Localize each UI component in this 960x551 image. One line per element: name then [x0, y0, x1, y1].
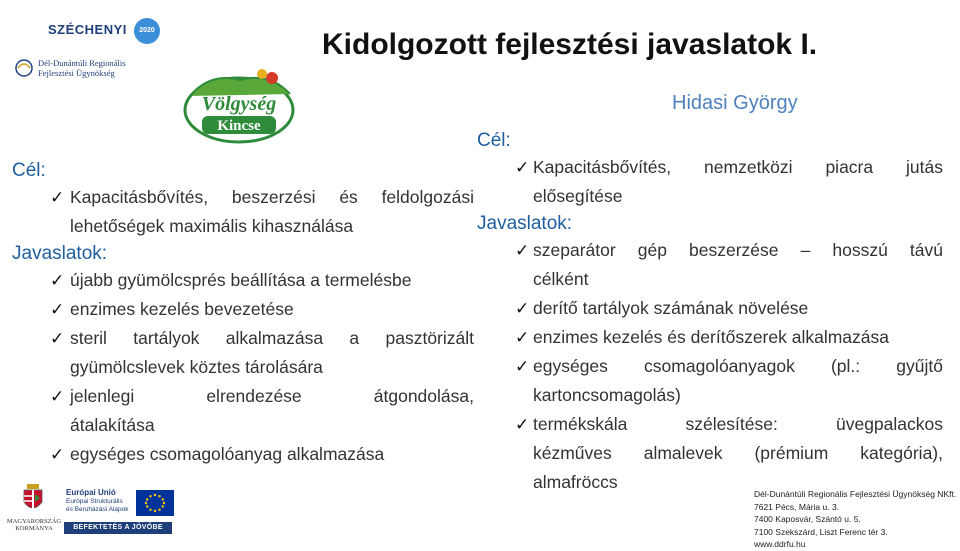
eu-line-1: Európai Strukturális — [66, 498, 123, 505]
right-javaslatok-item — [477, 294, 943, 323]
checkmark-icon: ✓ — [50, 329, 65, 348]
eu-flag-icon — [136, 490, 174, 516]
left-cel-item — [12, 183, 474, 241]
left-javaslatok-item — [12, 324, 474, 382]
left-javaslatok-item — [12, 266, 474, 295]
checkmark-icon: ✓ — [50, 188, 65, 207]
left-javaslatok-item-text: egységes csomagolóanyag alkalmazása — [70, 444, 385, 464]
left-javaslatok-item-text: gyümölcslevek köztes tárolására — [70, 357, 323, 377]
checkmark-icon: ✓ — [50, 387, 65, 406]
volgyseg-kincse-logo — [180, 66, 298, 146]
left-cel-item-text: lehetőségek maximális kihasználása — [70, 216, 354, 236]
right-cel-heading: Cél: — [477, 130, 511, 151]
right-cel-item-text: Kapacitásbővítés, nemzetközi piacra jutás — [533, 157, 943, 177]
left-javaslatok-list — [12, 266, 474, 469]
left-javaslatok-item — [12, 295, 474, 324]
left-javaslatok-item — [12, 382, 474, 440]
checkmark-icon: ✓ — [515, 299, 530, 318]
hungary-crest-icon — [22, 484, 44, 514]
right-javaslatok-item-text: kartoncsomagolás) — [533, 385, 681, 405]
contact-line-1: Dél-Dunántúli Regionális Fejlesztési Ügynökség NKft. — [754, 489, 957, 499]
right-javaslatok-item-text: enzimes kezelés és derítőszerek alkalmazása — [533, 327, 889, 347]
checkmark-icon: ✓ — [50, 300, 65, 319]
left-javaslatok-heading: Javaslatok: — [12, 243, 108, 264]
right-cel-list — [477, 153, 943, 211]
contact-line-3: 7400 Kaposvár, Szántó u. 5. — [754, 514, 861, 524]
right-javaslatok-item — [477, 236, 943, 294]
right-cel-item — [477, 153, 943, 211]
checkmark-icon: ✓ — [515, 357, 530, 376]
agency-line-2: Fejlesztési Ügynökség — [38, 68, 115, 78]
left-column — [12, 158, 474, 469]
author-name: Hidasi György — [672, 92, 798, 114]
right-javaslatok-item-text: szeparátor gép beszerzése – hosszú távú — [533, 240, 943, 260]
eu-title: Európai Unió — [66, 488, 116, 497]
volgyseg-bottom-text: Kincse — [217, 118, 261, 134]
right-javaslatok-list — [477, 236, 943, 497]
agency-emblem-icon — [12, 58, 36, 88]
right-javaslatok-item-text: derítő tartályok számának növelése — [533, 298, 809, 318]
left-javaslatok-item-text: átalakítása — [70, 415, 155, 435]
checkmark-icon: ✓ — [515, 328, 530, 347]
contact-website[interactable]: www.ddrfu.hu — [754, 539, 806, 549]
right-javaslatok-heading: Javaslatok: — [477, 213, 573, 234]
volgyseg-top-text: Völgység — [201, 93, 277, 115]
agency-logo — [12, 52, 142, 96]
checkmark-icon: ✓ — [515, 415, 530, 434]
left-cel-item-text: Kapacitásbővítés, beszerzési és feldolgozási — [70, 187, 474, 207]
left-javaslatok-item-text: enzimes kezelés bevezetése — [70, 299, 294, 319]
left-javaslatok-item — [12, 440, 474, 469]
checkmark-icon: ✓ — [515, 158, 530, 177]
szechenyi-logo — [48, 14, 155, 44]
left-javaslatok-item-text: steril tartályok alkalmazása a pasztörizált — [70, 328, 474, 348]
invest-banner: BEFEKTETÉS A JÖVŐBE — [64, 522, 172, 534]
right-javaslatok-item-text: termékskála szélesítése: üvegpalackos — [533, 414, 943, 434]
right-javaslatok-item-text: kézműves almalevek (prémium kategória), — [533, 443, 943, 463]
left-cel-list — [12, 183, 474, 241]
contact-line-4: 7100 Szekszárd, Liszt Ferenc tér 3. — [754, 526, 888, 537]
hu-line-2: KORMÁNYA — [15, 525, 53, 532]
right-javaslatok-item-text: célként — [533, 269, 589, 289]
checkmark-icon: ✓ — [515, 241, 530, 260]
left-javaslatok-item-text: jelenlegi elrendezése átgondolása, — [70, 386, 474, 406]
eu-line-2: és Beruházási Alapok — [66, 506, 129, 513]
checkmark-icon: ✓ — [50, 445, 65, 464]
right-javaslatok-item-text: egységes csomagolóanyagok (pl.: gyűjtő — [533, 356, 943, 376]
contact-line-2: 7621 Pécs, Mária u. 3. — [754, 501, 840, 512]
checkmark-icon: ✓ — [50, 271, 65, 290]
page-title: Kidolgozott fejlesztési javaslatok I. — [322, 28, 818, 61]
szechenyi-badge: 2020 — [134, 18, 160, 44]
hungary-government-logo — [6, 484, 60, 536]
agency-line-1: Dél-Dunántúli Regionális — [38, 58, 126, 68]
right-cel-item-text: elősegítése — [533, 186, 623, 206]
right-javaslatok-item — [477, 410, 943, 497]
contact-info — [754, 488, 956, 551]
szechenyi-logo-text: SZÉCHENYI — [48, 22, 127, 37]
right-column — [477, 128, 943, 497]
left-cel-heading: Cél: — [12, 160, 46, 181]
hu-line-1: MAGYARORSZÁG — [6, 518, 62, 525]
right-javaslatok-item — [477, 352, 943, 410]
right-javaslatok-item — [477, 323, 943, 352]
left-javaslatok-item-text: újabb gyümölcsprés beállítása a termelésbe — [70, 270, 412, 290]
right-javaslatok-item-text: almafröccs — [533, 472, 618, 492]
